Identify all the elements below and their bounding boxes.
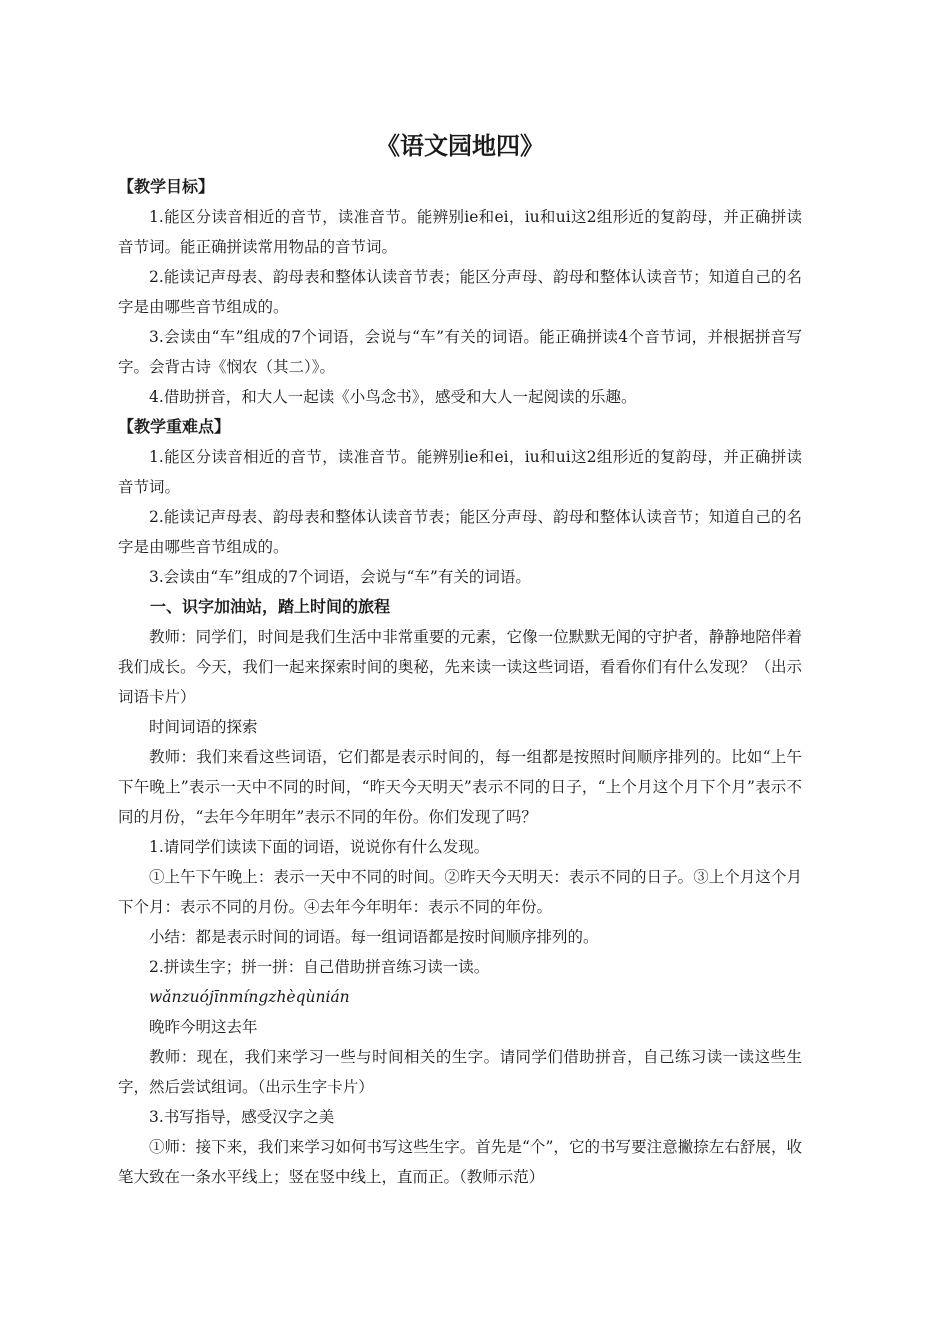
goal-item-3: 3.会读由“车”组成的7个词语，会说与“车”有关的词语。能正确拼读4个音节词，并根据拼音写字。会背古诗《悯农（其二）》。 (118, 328, 802, 376)
paragraph-writing-guide: ①师：接下来，我们来学习如何书写这些生字。首先是“个”，它的书写要注意撇捺左右舒展，收笔大致在一条水平线上；竖在竖中线上，直而正。（教师示范） (118, 1138, 802, 1186)
key-points-heading: 【教学重难点】 (118, 417, 231, 436)
document-title: 《语文园地四》 (376, 131, 544, 160)
paragraph-task-1: 1.请同学们读读下面的词语，说说你有什么发现。 (149, 838, 490, 856)
key-point-item-1: 1.能区分读音相近的音节，读准音节。能辨别ie和ei，iu和ui这2组形近的复韵母，并正确拼读音节词。 (118, 448, 802, 496)
paragraph-intro: 教师：同学们，时间是我们生活中非常重要的元素，它像一位默默无闻的守护者，静静地陪伴着我们成长。今天，我们一起来探索时间的奥秘，先来读一读这些词语，看看你们有什么发现？（出示词语卡片） (118, 628, 802, 706)
goal-item-4: 4.借助拼音，和大人一起读《小鸟念书》，感受和大人一起阅读的乐趣。 (149, 388, 637, 406)
part-one-heading: 一、识字加油站，踏上时间的旅程 (150, 597, 391, 616)
paragraph-task-2: 2.拼读生字；拼一拼：自己借助拼音练习读一读。 (149, 958, 490, 976)
characters-line: 晚昨今明这去年 (149, 1018, 258, 1036)
goal-item-2: 2.能读记声母表、韵母表和整体认读音节表；能区分声母、韵母和整体认读音节；知道自己的名字是由哪些音节组成的。 (118, 268, 802, 316)
document-page (118, 120, 802, 1192)
key-point-item-2: 2.能读记声母表、韵母表和整体认读音节表；能区分声母、韵母和整体认读音节；知道自己的名字是由哪些音节组成的。 (118, 508, 802, 556)
goal-item-1: 1.能区分读音相近的音节，读准音节。能辨别ie和ei，iu和ui这2组形近的复韵母，并正确拼读音节词。能正确拼读常用物品的音节词。 (118, 208, 802, 256)
pinyin-line: wǎnzuójīnmíngzhèqùnián (149, 988, 350, 1006)
goals-heading: 【教学目标】 (118, 177, 215, 196)
paragraph-new-characters: 教师：现在，我们来学习一些与时间相关的生字。请同学们借助拼音，自己练习读一读这些生字，然后尝试组词。（出示生字卡片） (118, 1048, 802, 1096)
paragraph-summary: 小结：都是表示时间的词语。每一组词语都是按时间顺序排列的。 (149, 928, 599, 946)
key-point-item-3: 3.会读由“车”组成的7个词语，会说与“车”有关的词语。 (149, 568, 531, 586)
paragraph-task-3: 3.书写指导，感受汉字之美 (149, 1108, 335, 1126)
paragraph-exploration-label: 时间词语的探索 (149, 718, 258, 736)
paragraph-word-groups: ①上午下午晚上：表示一天中不同的时间。②昨天今天明天：表示不同的日子。③上个月这个月下个月：表示不同的月份。④去年今年明年：表示不同的年份。 (118, 868, 802, 916)
paragraph-time-words: 教师：我们来看这些词语，它们都是表示时间的，每一组都是按照时间顺序排列的。比如“上午下午晚上”表示一天中不同的时间，“昨天今天明天”表示不同的日子，“上个月这个月下个月”表示不同的月份，“去年今年明年”表示不同的年份。你们发现了吗？ (118, 748, 802, 826)
